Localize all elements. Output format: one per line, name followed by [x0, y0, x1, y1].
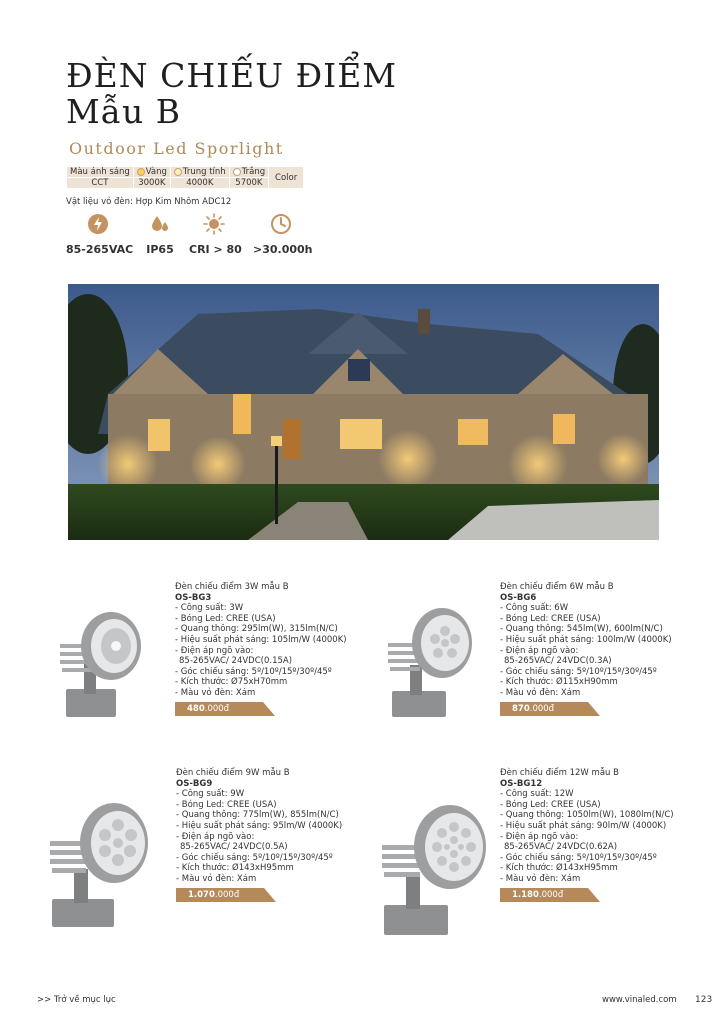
spec-line: - Góc chiếu sáng: 5º/10º/15º/30º/45º	[176, 852, 333, 863]
spec-line: - Điện áp ngõ vào:	[175, 645, 254, 656]
price-tag	[176, 888, 276, 902]
spec-lifetime	[253, 213, 313, 256]
product-code: OS-BG6	[500, 592, 537, 603]
spec-line: - Bóng Led: CREE (USA)	[500, 613, 601, 624]
color-table	[66, 166, 304, 189]
spec-line: - Màu vỏ đèn: Xám	[500, 687, 581, 698]
spec-voltage	[66, 213, 134, 256]
cct-white: 5700K	[229, 178, 268, 189]
sun-icon	[203, 213, 225, 235]
product-3w	[175, 582, 347, 716]
price-suffix: .000đ	[204, 703, 230, 714]
spec-line: - Điện áp ngõ vào:	[500, 645, 579, 656]
product-code: OS-BG12	[500, 778, 543, 789]
spec-line: - Hiệu suất phát sáng: 95lm/W (4000K)	[176, 820, 343, 831]
droplet-icon	[149, 213, 171, 235]
price-main: 480	[187, 703, 205, 714]
product-12w	[500, 768, 674, 902]
spec-line: - Quang thông: 775lm(W), 855lm(N/C)	[176, 810, 339, 821]
spec-line: - Kích thước: Ø115xH90mm	[500, 677, 618, 688]
spec-cri-label: CRI > 80	[189, 243, 242, 256]
spec-line: 85-265VAC/ 24VDC(0.3A)	[504, 656, 612, 667]
title-line-2: Mẫu B	[66, 92, 182, 131]
spec-line: 85-265VAC/ 24VDC(0.15A)	[179, 656, 293, 667]
product-name: Đèn chiếu điểm 3W mẫu B	[175, 582, 289, 592]
white-dot-icon	[233, 168, 241, 176]
cct-warm: 3000K	[133, 178, 170, 189]
page-title	[66, 58, 397, 130]
spec-line: 85-265VAC/ 24VDC(0.62A)	[504, 842, 618, 853]
spec-line: - Công suất: 12W	[500, 789, 574, 800]
spec-line: - Bóng Led: CREE (USA)	[176, 799, 277, 810]
title-line-1: ĐÈN CHIẾU ĐIỂM	[66, 56, 398, 95]
spec-line: - Bóng Led: CREE (USA)	[175, 613, 276, 624]
product-code: OS-BG3	[175, 592, 212, 603]
warm-dot-icon	[137, 168, 145, 176]
product-9w	[176, 768, 342, 902]
clock-icon	[270, 213, 292, 235]
spec-line: - Quang thông: 545lm(W), 600lm(N/C)	[500, 624, 663, 635]
spec-line: - Bóng Led: CREE (USA)	[500, 799, 601, 810]
spec-line: - Hiệu suất phát sáng: 100lm/W (4000K)	[500, 634, 672, 645]
spec-voltage-label: 85-265VAC	[66, 243, 134, 256]
spec-line: - Quang thông: 295lm(W), 315lm(N/C)	[175, 624, 338, 635]
spec-line: - Hiệu suất phát sáng: 105lm/W (4000K)	[175, 634, 347, 645]
product-6w	[500, 582, 672, 716]
lightning-icon	[87, 213, 109, 235]
color-label: Color	[269, 167, 304, 189]
spec-line: - Kích thước: Ø143xH95mm	[500, 863, 618, 874]
spec-line: - Điện áp ngõ vào:	[500, 831, 579, 842]
price-suffix: .000đ	[529, 703, 555, 714]
subtitle: Outdoor Led Sporlight	[69, 139, 284, 158]
product-code: OS-BG9	[176, 778, 213, 789]
spec-line: - Công suất: 6W	[500, 603, 569, 614]
lamp-image-3w	[56, 604, 146, 722]
spec-line: - Kích thước: Ø143xH95mm	[176, 863, 294, 874]
spec-line: - Điện áp ngõ vào:	[176, 831, 255, 842]
spec-line: - Góc chiếu sáng: 5º/10º/15º/30º/45º	[175, 666, 332, 677]
price-tag	[500, 702, 600, 716]
color-neutral-label: Trung tính	[182, 167, 226, 177]
cct-neutral: 4000K	[170, 178, 229, 189]
price-suffix: .000đ	[538, 889, 564, 900]
price-main: 1.180	[512, 889, 539, 900]
color-warm-label: Vàng	[145, 167, 167, 177]
spec-ip	[144, 213, 176, 256]
price-main: 1.070	[188, 889, 215, 900]
product-name: Đèn chiếu điểm 12W mẫu B	[500, 768, 619, 778]
cct-label: CCT	[67, 178, 134, 189]
price-tag	[175, 702, 275, 716]
spec-line: - Công suất: 3W	[175, 603, 244, 614]
color-white-cell	[229, 167, 268, 178]
spec-line: - Quang thông: 1050lm(W), 1080lm(N/C)	[500, 810, 674, 821]
color-table-header: Màu ánh sáng	[67, 167, 134, 178]
spec-line: - Màu vỏ đèn: Xám	[176, 873, 257, 884]
lamp-image-9w	[48, 795, 152, 931]
neutral-dot-icon	[174, 168, 182, 176]
color-white-label: Trắng	[241, 167, 266, 177]
lamp-image-6w	[386, 603, 476, 721]
product-name: Đèn chiếu điểm 6W mẫu B	[500, 582, 614, 592]
color-warm-cell	[133, 167, 170, 178]
spec-cri	[189, 213, 242, 256]
spec-line: - Màu vỏ đèn: Xám	[175, 687, 256, 698]
page-number: 123	[695, 995, 713, 1005]
spec-line: - Màu vỏ đèn: Xám	[500, 873, 581, 884]
spec-line: - Góc chiếu sáng: 5º/10º/15º/30º/45º	[500, 666, 657, 677]
price-suffix: .000đ	[214, 889, 240, 900]
lamp-image-12w	[380, 797, 490, 939]
spec-line: 85-265VAC/ 24VDC(0.5A)	[180, 842, 288, 853]
website-link[interactable]: www.vinaled.com	[602, 995, 677, 1005]
spec-line: - Góc chiếu sáng: 5º/10º/15º/30º/45º	[500, 852, 657, 863]
spec-line: - Kích thước: Ø75xH70mm	[175, 677, 288, 688]
back-to-toc-link[interactable]: >> Trở về mục lục	[37, 995, 116, 1005]
spec-ip-label: IP65	[146, 243, 174, 256]
price-main: 870	[512, 703, 530, 714]
house-photo	[68, 284, 659, 540]
spec-lifetime-label: >30.000h	[253, 243, 313, 256]
product-name: Đèn chiếu điểm 9W mẫu B	[176, 768, 290, 778]
color-neutral-cell	[170, 167, 229, 178]
spec-line: - Công suất: 9W	[176, 789, 245, 800]
price-tag	[500, 888, 600, 902]
spec-line: - Hiệu suất phát sáng: 90lm/W (4000K)	[500, 820, 667, 831]
material-text: Vật liệu vỏ đèn: Hợp Kim Nhôm ADC12	[66, 197, 232, 207]
